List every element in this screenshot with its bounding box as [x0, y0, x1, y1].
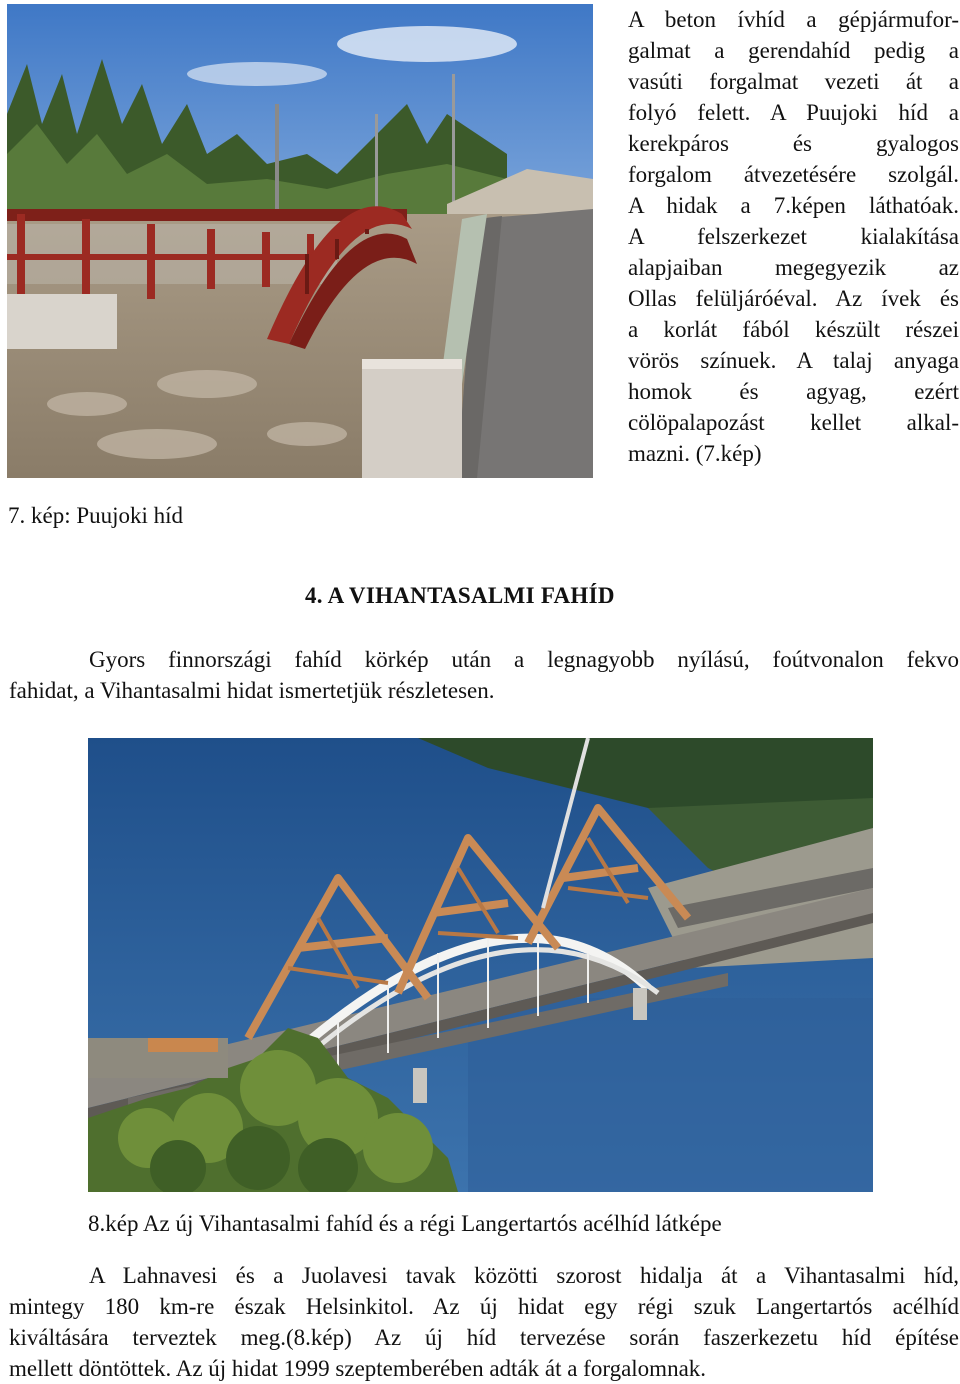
figure-caption-8: 8.kép Az új Vihantasalmi fahíd és a régi Langertartós acélhíd látképe: [88, 1211, 722, 1236]
text-line: homok és agyag, ezért: [628, 379, 959, 404]
figure-caption-7: 7. kép: Puujoki híd: [8, 503, 184, 528]
text-line: forgalom átvezetésére szolgál.: [628, 162, 959, 187]
text-line: vasúti forgalmat vezeti át a: [628, 69, 959, 94]
text-line: galmat a gerendahíd pedig a: [628, 38, 959, 63]
side-paragraph: [628, 4, 959, 469]
text-line: Ollas felüljáróéval. Az ívek és: [628, 286, 959, 311]
text-line: kerekpáros és gyalogos: [628, 131, 959, 156]
text-line: A felszerkezet kialakítása: [628, 224, 959, 249]
text-line: folyó felett. A Puujoki híd a: [628, 100, 959, 125]
text-line: vörös színuek. A talaj anyaga: [628, 348, 959, 373]
vihantasalmi-bridge-photo: [88, 738, 873, 1192]
text-line: A hidak a 7.képen láthatóak.: [628, 193, 959, 218]
text-line: alapjaiban megegyezik az: [628, 255, 959, 280]
text-line: mazni. (7.kép): [628, 441, 762, 466]
text-line: mintegy 180 km-re észak Helsinkitol. Az új hidat egy régi szuk Langertartós acélhíd: [9, 1294, 959, 1319]
text-line: fahidat, a Vihantasalmi hidat ismertetjük részletesen.: [9, 678, 495, 703]
puujoki-bridge-photo: [7, 4, 593, 478]
body-paragraph: [9, 1260, 959, 1384]
text-line: mellett döntöttek. Az új hidat 1999 szeptemberében adták át a forgalomnak.: [9, 1356, 707, 1381]
text-line: A Lahnavesi és a Juolavesi tavak közötti szorost hidalja át a Vihantasalmi híd,: [89, 1263, 959, 1288]
intro-paragraph: [9, 644, 959, 706]
text-line: kiváltására terveztek meg.(8.kép) Az új híd tervezése során faszerkezetu híd építése: [9, 1325, 959, 1350]
section-heading: 4. A VIHANTASALMI FAHÍD: [305, 583, 615, 608]
text-line: cölöpalapozást kellet alkal-: [628, 410, 959, 435]
text-line: a korlát fából készült részei: [628, 317, 959, 342]
text-line: A beton ívhíd a gépjármufor-: [628, 7, 959, 32]
text-line: Gyors finnországi fahíd körkép után a legnagyobb nyílású, foútvonalon fekvo: [89, 647, 959, 672]
